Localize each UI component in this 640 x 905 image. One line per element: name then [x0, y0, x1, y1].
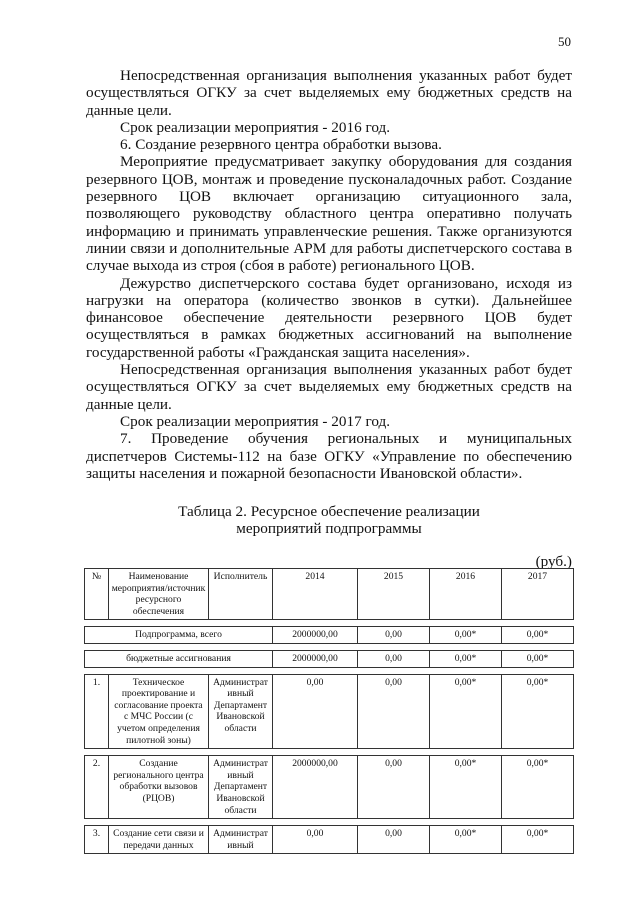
- table-row: [85, 674, 574, 749]
- cell: 0,00*: [502, 756, 574, 819]
- cell: 0,00*: [430, 627, 502, 644]
- paragraph: Срок реализации мероприятия - 2017 год.: [120, 412, 390, 430]
- paragraph: 7. Проведение обучения региональных и муниципальных диспетчеров Системы-112 на базе ОГКУ «Управление по обеспечению защиты населения и пожарной безопасности Ивановской области».: [86, 430, 572, 482]
- row-num: 2.: [85, 756, 109, 819]
- table-row: [85, 826, 574, 854]
- paragraph: Непосредственная организация выполнения указанных работ будет осуществляться ОГКУ за счет выделяемых ему бюджетных средств на данные цели.: [86, 67, 572, 119]
- paragraph: 6. Создание резервного центра обработки вызова.: [120, 136, 442, 154]
- header-num: №: [85, 569, 109, 620]
- header-2017: 2017: [502, 569, 574, 620]
- cell: 0,00: [273, 826, 358, 854]
- cell: 0,00*: [502, 650, 574, 667]
- cell: 0,00*: [430, 674, 502, 749]
- header-2016: 2016: [430, 569, 502, 620]
- paragraph: Непосредственная организация выполнения указанных работ будет осуществляться ОГКУ за счет выделяемых ему бюджетных средств на данные цели.: [86, 361, 572, 413]
- row-executor: Администрат ивный: [209, 826, 273, 854]
- header-2015: 2015: [358, 569, 430, 620]
- cell: 2000000,00: [273, 756, 358, 819]
- cell: 0,00*: [502, 674, 574, 749]
- paragraph: Дежурство диспетчерского состава будет организовано, исходя из нагрузки на оператора (количество звонков в сутки). Дальнейшее финансовое обеспечение деятельности резервного ЦОВ будет осуществляться в рамках бюджетных ассигнований на выполнение государственной работы «Гражданская защита населения».: [86, 274, 572, 361]
- table-row-budget: [85, 650, 574, 667]
- table-caption: [86, 503, 572, 538]
- header-executor: Исполнитель: [209, 569, 273, 620]
- row-executor: Администрат ивный Департамент Ивановской области: [209, 756, 273, 819]
- row-name: Создание сети связи и передачи данных: [109, 826, 209, 854]
- cell: 0,00*: [502, 826, 574, 854]
- table-header-row: [85, 569, 574, 620]
- paragraph: Срок реализации мероприятия - 2016 год.: [120, 118, 390, 136]
- cell: 0,00: [358, 826, 430, 854]
- total-label: Подпрограмма, всего: [85, 627, 273, 644]
- cell: 0,00: [358, 650, 430, 667]
- unit-label: (руб.): [535, 553, 572, 570]
- header-name: Наименование мероприятия/источник ресурсного обеспечения: [109, 569, 209, 620]
- header-2014: 2014: [273, 569, 358, 620]
- cell: 0,00: [358, 756, 430, 819]
- cell: 0,00*: [430, 650, 502, 667]
- paragraph: Мероприятие предусматривает закупку оборудования для создания резервного ЦОВ, монтаж и проведение пусконаладочных работ. Создание резервного ЦОВ включает организацию ситуационного зала, позволяющего руководству областного центра оперативно получать информацию и принимать управленческие решения. Также организуются линии связи и дополнительные АРМ для работы диспетчерского состава в случае выхода из строя (сбоя в работе) регионального ЦОВ.: [86, 153, 572, 275]
- row-name: Техническое проектирование и согласование проекта с МЧС России (с учетом определения пилотной зоны): [109, 674, 209, 749]
- cell: 0,00*: [502, 627, 574, 644]
- row-name: Создание регионального центра обработки вызовов (РЦОВ): [109, 756, 209, 819]
- row-num: 3.: [85, 826, 109, 854]
- table-row: [85, 756, 574, 819]
- resource-table: [84, 568, 574, 854]
- cell: 0,00*: [430, 756, 502, 819]
- row-num: 1.: [85, 674, 109, 749]
- body-text: [86, 67, 572, 482]
- row-executor: Администрат ивный Департамент Ивановской области: [209, 674, 273, 749]
- table-caption-line: Таблица 2. Ресурсное обеспечение реализации: [178, 503, 480, 520]
- table-caption-line: мероприятий подпрограммы: [236, 520, 422, 538]
- cell: 0,00: [358, 627, 430, 644]
- cell: 2000000,00: [273, 627, 358, 644]
- cell: 0,00: [273, 674, 358, 749]
- cell: 2000000,00: [273, 650, 358, 667]
- budget-label: бюджетные ассигнования: [85, 650, 273, 667]
- table-row-total: [85, 627, 574, 644]
- cell: 0,00*: [430, 826, 502, 854]
- page-number: 50: [558, 34, 571, 49]
- cell: 0,00: [358, 674, 430, 749]
